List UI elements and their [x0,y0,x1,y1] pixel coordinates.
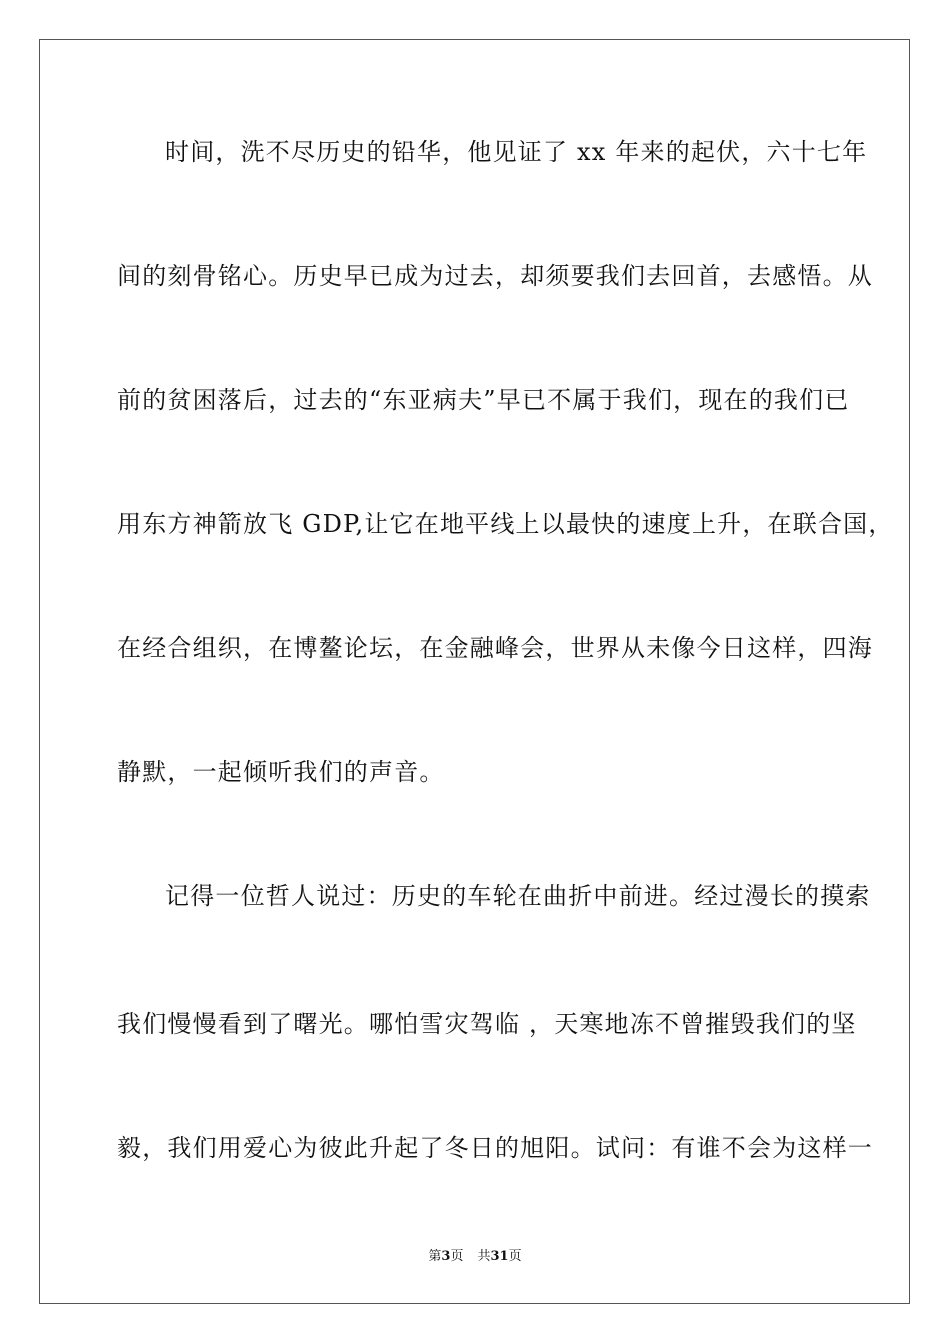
page-prefix: 第 [428,1249,442,1264]
paragraph-1-line-1: 时间，洗不尽历史的铅华，他见证了 xx 年来的起伏，六十七年 [165,138,868,166]
paragraph-2-line-1: 记得一位哲人说过：历史的车轮在曲折中前进。经过漫长的摸索 [165,882,871,910]
paragraph-1-line-5: 在经合组织，在博鳌论坛，在金融峰会，世界从未像今日这样，四海 [117,634,873,662]
page-border [39,39,910,1304]
total-suffix: 页 [508,1249,522,1264]
paragraph-2-line-3: 毅，我们用爱心为彼此升起了冬日的旭阳。试问：有谁不会为这样一 [117,1134,873,1162]
paragraph-2-line-2: 我们慢慢看到了曙光。哪怕雪灾驾临 ，天寒地冻不曾摧毁我们的坚 [117,1010,857,1038]
paragraph-1-line-6: 静默，一起倾听我们的声音。 [117,758,445,786]
page-suffix: 页 [450,1249,464,1264]
total-pages: 31 [490,1249,509,1264]
paragraph-1-line-3: 前的贫困落后，过去的“东亚病夫”早已不属于我们，现在的我们已 [117,386,850,414]
page-footer [0,1248,950,1266]
paragraph-1-line-4: 用东方神箭放飞 GDP,让它在地平线上以最快的速度上升，在联合国， [117,510,894,538]
paragraph-1-line-2: 间的刻骨铭心。历史早已成为过去，却须要我们去回首，去感悟。从 [117,262,873,290]
total-prefix: 共 [477,1249,491,1264]
page-number: 3 [441,1249,451,1264]
